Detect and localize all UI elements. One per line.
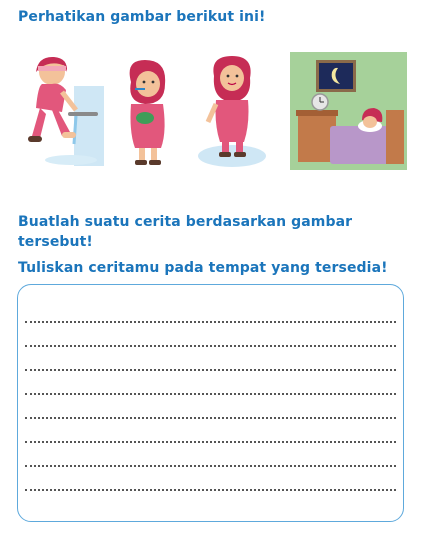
illustration-sleeping bbox=[290, 52, 407, 170]
instruction-task: Buatlah suatu cerita berdasarkan gambar tersebut! bbox=[18, 214, 353, 250]
writing-area[interactable] bbox=[17, 284, 404, 522]
instruction-write: Tuliskan ceritamu pada tempat yang tersedia! bbox=[18, 260, 388, 276]
writing-line-4[interactable] bbox=[25, 393, 396, 395]
illustration-standing-ready bbox=[196, 52, 268, 170]
illustration-brushing-teeth bbox=[117, 52, 177, 170]
writing-line-7[interactable] bbox=[25, 465, 396, 467]
writing-line-2[interactable] bbox=[25, 345, 396, 347]
writing-line-1[interactable] bbox=[25, 321, 396, 323]
writing-line-8[interactable] bbox=[25, 489, 396, 491]
writing-line-3[interactable] bbox=[25, 369, 396, 371]
illustration-washing-feet bbox=[16, 52, 108, 170]
writing-line-6[interactable] bbox=[25, 441, 396, 443]
writing-line-5[interactable] bbox=[25, 417, 396, 419]
instruction-observe: Perhatikan gambar berikut ini! bbox=[18, 9, 266, 25]
